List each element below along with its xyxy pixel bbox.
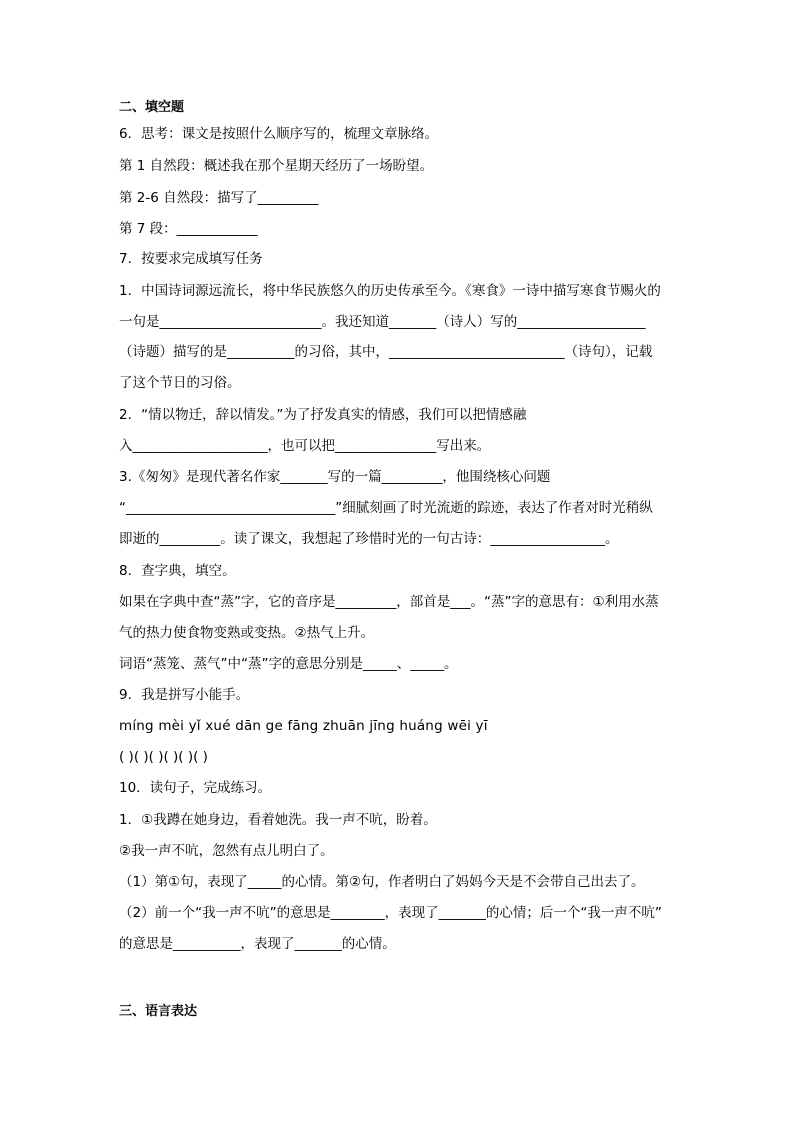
q10-stem: 10．读句子，完成练习。 bbox=[119, 780, 272, 796]
q10-sub-2-line-b: 的意思是__________，表现了_______的心情。 bbox=[119, 936, 396, 952]
q6-para-3: 第 7 段：____________ bbox=[119, 221, 258, 237]
q7-item-1-line-b: 一句是________________________。我还知道_______（诗人）写的___________________ bbox=[119, 314, 646, 330]
q7-item-1-line-a: 1．中国诗词源远流长，将中华民族悠久的历史传承至今。《寒食》一诗中描写寒食节赐火的 bbox=[119, 283, 661, 299]
q7-item-2-line-b: 入____________________，也可以把_______________写出来。 bbox=[119, 438, 491, 454]
q8-line-c: 词语“蒸笼、蒸气”中“蒸”字的意思分别是_____、_____。 bbox=[119, 656, 458, 672]
q7-item-1-line-c: （诗题）描写的是__________的习俗，其中，__________________________（诗句），记载 bbox=[119, 344, 653, 360]
q7-item-3-line-c: 即逝的_________。读了课文，我想起了珍惜时光的一句古诗：_________________。 bbox=[119, 531, 619, 547]
q6-para-1: 第 1 自然段：概述我在那个星期天经历了一场盼望。 bbox=[119, 158, 434, 174]
q9-pinyin: míng mèi yǐ xué dān ge fāng zhuān jīng huáng wēi yī bbox=[119, 718, 488, 734]
q10-sub-1: （1）第①句，表现了_____的心情。第②句，作者明白了妈妈今天是不会带自己出去了。 bbox=[119, 874, 645, 890]
q7-item-1-line-d: 了这个节日的习俗。 bbox=[119, 375, 241, 391]
q8-line-a: 如果在字典中查“蒸”字，它的音序是_________，部首是___。“蒸”字的意思有：①利用水蒸 bbox=[119, 594, 659, 610]
section-3-title: 三、语言表达 bbox=[119, 1004, 198, 1019]
q7-stem: 7．按要求完成填写任务 bbox=[119, 251, 263, 267]
q7-item-3-line-a: 3.《匆匆》是现代著名作家_______写的一篇_________，他围绕核心问题 bbox=[119, 469, 551, 485]
q10-sub-2-line-a: （2）前一个“我一声不吭”的意思是________，表现了_______的心情；后一个“我一声不吭” bbox=[119, 905, 662, 921]
q9-stem: 9．我是拼写小能手。 bbox=[119, 687, 250, 703]
q6-para-2: 第 2-6 自然段：描写了_________ bbox=[119, 190, 319, 206]
section-2-title: 二、填空题 bbox=[119, 100, 185, 115]
q10-sentence-1: 1．①我蹲在她身边，看着她洗。我一声不吭，盼着。 bbox=[119, 812, 437, 828]
q7-item-2-line-a: 2．“情以物迁，辞以情发。”为了抒发真实的情感，我们可以把情感融 bbox=[119, 407, 527, 423]
q8-stem: 8．查字典，填空。 bbox=[119, 563, 236, 579]
q8-line-b: 气的热力使食物变熟或变热。②热气上升。 bbox=[119, 625, 375, 641]
q7-item-3-line-b: “_______________________________”细腻刻画了时光流逝的踪迹，表达了作者对时光稍纵 bbox=[119, 500, 653, 516]
q10-sentence-2: ②我一声不吭，忽然有点儿明白了。 bbox=[119, 843, 334, 859]
q9-brackets: ( )( )( )( )( )( ) bbox=[119, 749, 208, 765]
q6-stem: 6．思考：课文是按照什么顺序写的，梳理文章脉络。 bbox=[119, 126, 439, 142]
